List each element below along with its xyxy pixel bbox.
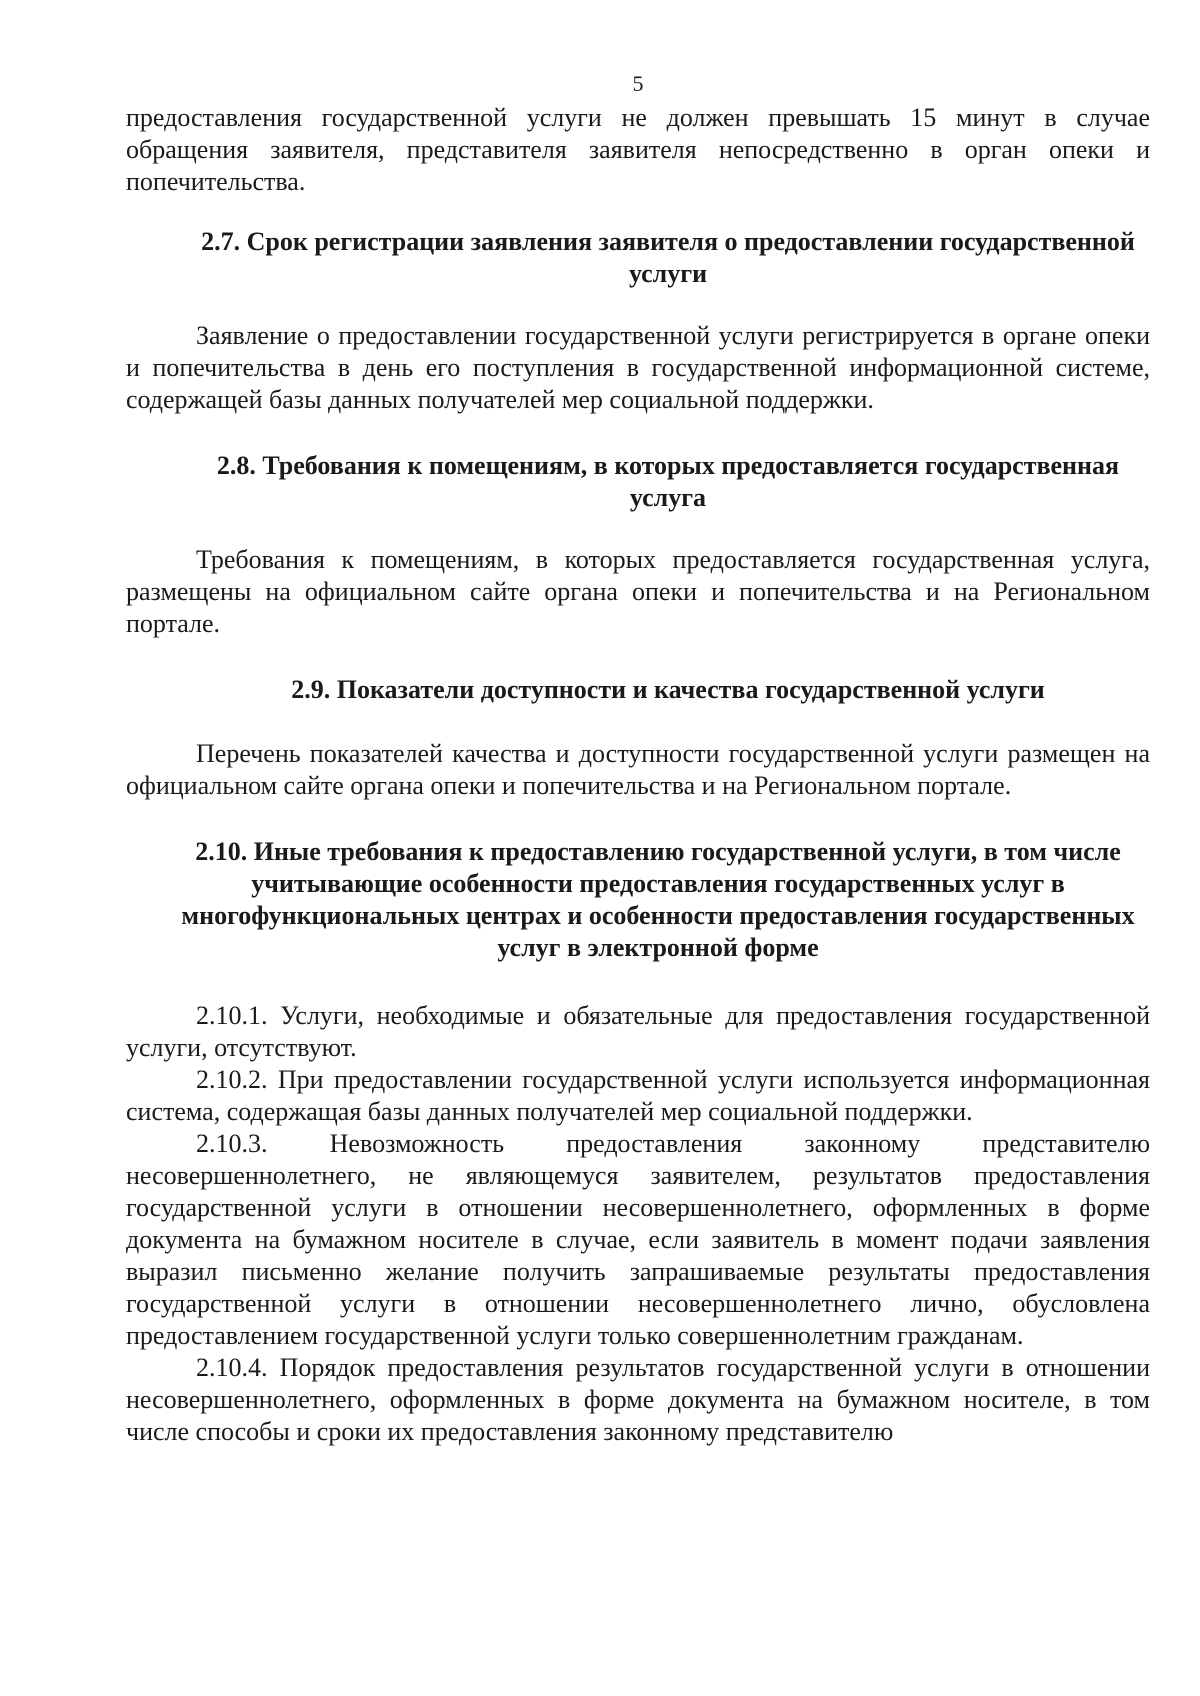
- page-number: 5: [632, 71, 644, 96]
- intro-paragraph: предоставления государственной услуги не должен превышать 15 минут в случае обращения заявителя, представителя заявителя непосредственно в орган опеки и попечительства.: [126, 103, 1150, 196]
- section-heading-2-7: 2.7. Срок регистрации заявления заявителя о предоставлении государственной услуги: [201, 227, 1135, 288]
- clause-2-10-3: 2.10.3. Невозможность предоставления законному представителю несовершеннолетнего, не являющемуся заявителем, результатов предоставления государственной услуги в отношении несовершеннолетнего, оформленных в форме документа на бумажном носителе в случае, если заявитель в момент подачи заявления выразил письменно желание получить запрашиваемые результаты предоставления государственной услуги в отношении несовершеннолетнего лично, обусловлена предоставлением государственной услуги только совершеннолетним гражданам.: [126, 1129, 1150, 1350]
- section-2-7-paragraph: Заявление о предоставлении государственной услуги регистрируется в органе опеки и попечительства в день его поступления в государственной информационной системе, содержащей базы данных получателей мер социальной поддержки.: [126, 321, 1150, 414]
- clause-2-10-1: 2.10.1. Услуги, необходимые и обязательные для предоставления государственной услуги, отсутствуют.: [126, 1001, 1150, 1062]
- document-page: [126, 70, 1150, 1448]
- clause-2-10-4: 2.10.4. Порядок предоставления результатов государственной услуги в отношении несовершеннолетнего, оформленных в форме документа на бумажном носителе, в том числе способы и сроки их предоставления законному представителю: [126, 1353, 1150, 1446]
- section-heading-2-10: 2.10. Иные требования к предоставлению государственной услуги, в том числе учитывающие особенности предоставления государственных услуг в многофункциональных центрах и особенности предоставления государственных услуг в электронной форме: [181, 837, 1135, 962]
- section-heading-2-8: 2.8. Требования к помещениям, в которых предоставляется государственная услуга: [216, 451, 1120, 512]
- section-2-9-paragraph: Перечень показателей качества и доступности государственной услуги размещен на официальном сайте органа опеки и попечительства и на Региональном портале.: [126, 739, 1150, 800]
- section-heading-2-9: 2.9. Показатели доступности и качества государственной услуги: [291, 675, 1045, 704]
- section-2-8-paragraph: Требования к помещениям, в которых предоставляется государственная услуга, размещены на официальном сайте органа опеки и попечительства и на Региональном портале.: [126, 545, 1150, 638]
- clause-2-10-2: 2.10.2. При предоставлении государственной услуги используется информационная система, содержащая базы данных получателей мер социальной поддержки.: [126, 1065, 1150, 1126]
